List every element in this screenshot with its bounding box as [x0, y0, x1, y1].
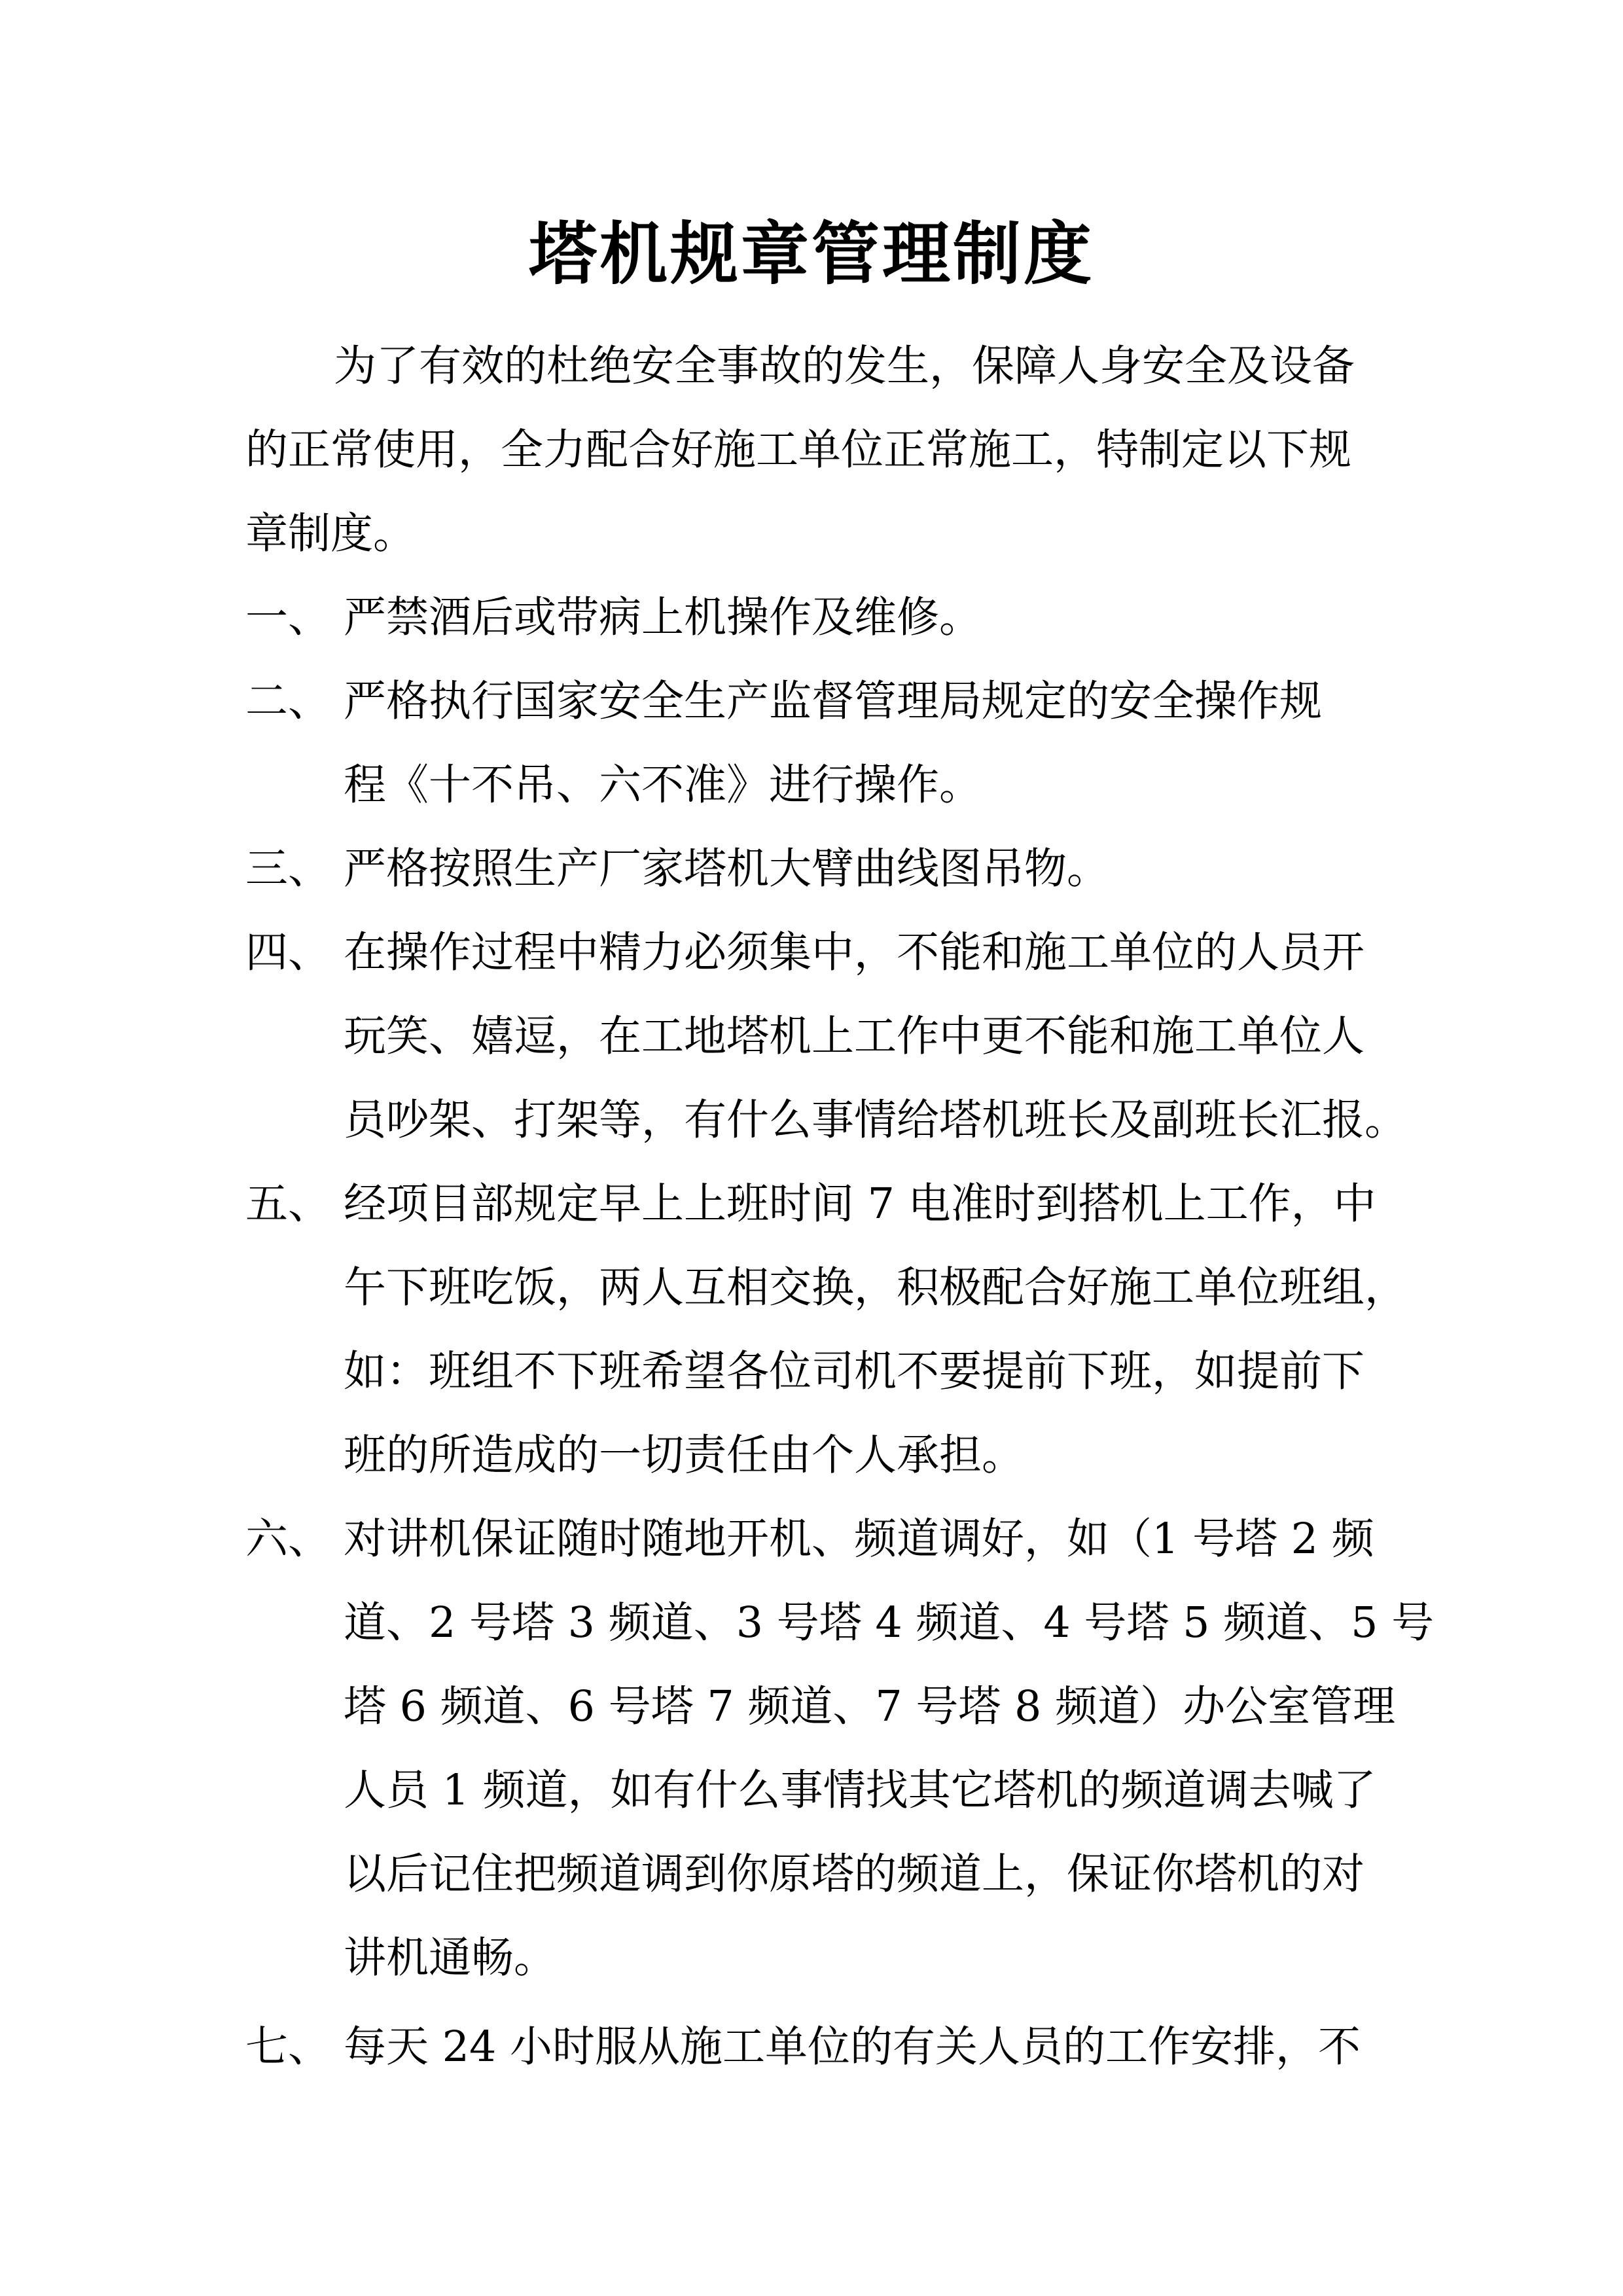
rule-line: 对讲机保证随时随地开机、频道调好，如（1 号塔 2 频: [344, 1515, 1374, 1564]
rule-line: 严格执行国家安全生产监督管理局规定的安全操作规: [344, 677, 1323, 726]
intro-line: 为了有效的杜绝安全事故的发生，保障人身安全及设备: [334, 342, 1355, 391]
rule-line: 员吵架、打架等，有什么事情给塔机班长及副班长汇报。: [344, 1096, 1408, 1145]
rule-line: 玩笑、嬉逗，在工地塔机上工作中更不能和施工单位人: [344, 1012, 1365, 1061]
rule-number: 七、: [245, 2022, 331, 2072]
rule-line: 每天 24 小时服从施工单位的有关人员的工作安排，不: [344, 2022, 1361, 2072]
rule-line: 讲机通畅。: [344, 1933, 557, 1982]
rule-line: 如：班组不下班希望各位司机不要提前下班，如提前下: [344, 1347, 1365, 1396]
rule-number: 一、: [245, 593, 331, 642]
rule-line: 程《十不吊、六不准》进行操作。: [344, 761, 982, 810]
rule-number: 二、: [245, 677, 331, 726]
rule-number: 三、: [245, 844, 331, 893]
rule-line: 在操作过程中精力必须集中，不能和施工单位的人员开: [344, 928, 1365, 977]
rule-line: 严禁酒后或带病上机操作及维修。: [344, 593, 982, 642]
rule-line: 道、2 号塔 3 频道、3 号塔 4 频道、4 号塔 5 频道、5 号: [344, 1598, 1435, 1647]
rule-number: 六、: [245, 1515, 331, 1564]
rule-line: 班的所造成的一切责任由个人承担。: [344, 1431, 1025, 1480]
rule-line: 人员 1 频道，如有什么事情找其它塔机的频道调去喊了: [344, 1766, 1376, 1815]
rule-line: 经项目部规定早上上班时间 7 电准时到搭机上工作，中: [344, 1179, 1376, 1229]
rule-number: 四、: [245, 928, 331, 977]
rule-line: 严格按照生产厂家塔机大臂曲线图吊物。: [344, 844, 1110, 893]
intro-line: 章制度。: [245, 509, 416, 558]
rule-line: 塔 6 频道、6 号塔 7 频道、7 号塔 8 频道）办公室管理: [344, 1682, 1396, 1731]
rule-line: 以后记住把频道调到你原塔的频道上，保证你塔机的对: [344, 1850, 1365, 1899]
rule-number: 五、: [245, 1179, 331, 1229]
document-title: 塔机规章管理制度: [528, 213, 1094, 294]
rule-line: 午下班吃饭，两人互相交换，积极配合好施工单位班组，: [344, 1263, 1408, 1312]
intro-line: 的正常使用，全力配合好施工单位正常施工，特制定以下规: [245, 425, 1352, 475]
